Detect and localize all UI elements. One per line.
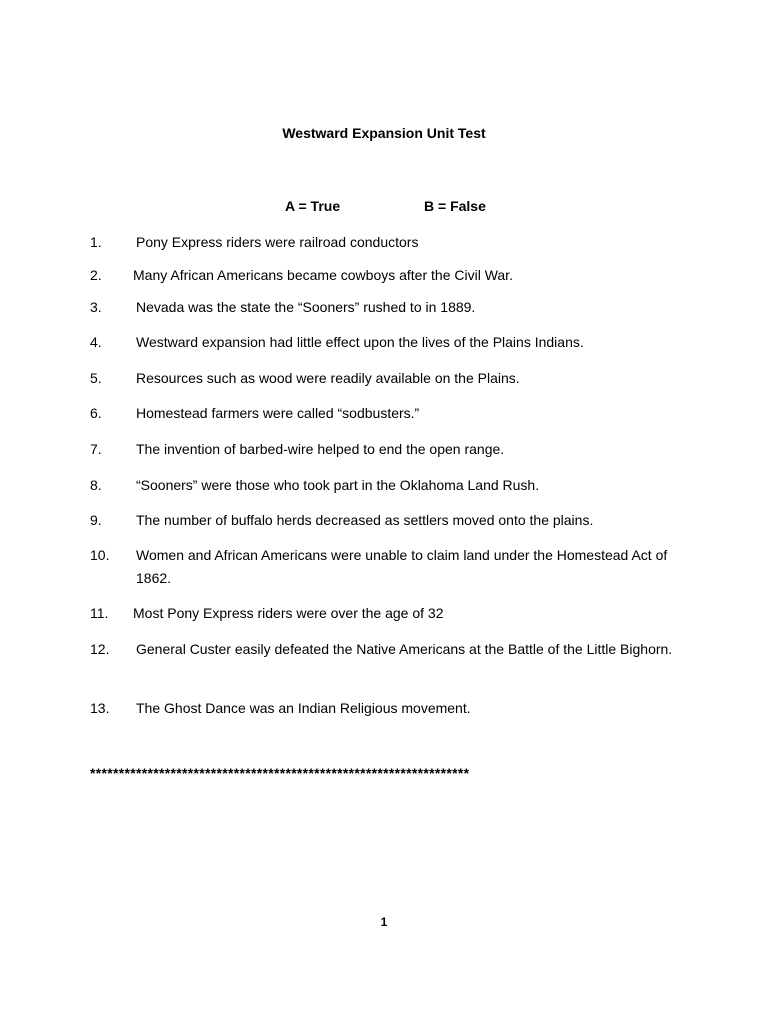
question-text: Resources such as wood were readily available on the Plains. bbox=[136, 370, 520, 386]
question-text: Nevada was the state the “Sooners” rushed to in 1889. bbox=[136, 299, 476, 315]
question-text: Women and African Americans were unable to claim land under the Homestead Act of 1862. bbox=[136, 547, 668, 586]
question-number: 11. bbox=[90, 605, 109, 621]
question-text: Most Pony Express riders were over the age of 32 bbox=[133, 605, 444, 621]
question-text: The Ghost Dance was an Indian Religious movement. bbox=[136, 700, 471, 716]
question-item bbox=[90, 296, 690, 319]
question-item bbox=[90, 509, 690, 532]
question-item bbox=[90, 231, 690, 254]
question-number: 10. bbox=[90, 547, 110, 563]
page-number: 1 bbox=[380, 915, 388, 929]
question-text: Homestead farmers were called “sodbusters.” bbox=[136, 405, 420, 421]
question-item bbox=[90, 544, 690, 590]
question-number: 9. bbox=[90, 512, 102, 528]
section-separator: ****************************************************************** bbox=[90, 765, 470, 781]
question-text: The number of buffalo herds decreased as settlers moved onto the plains. bbox=[136, 512, 594, 528]
question-item bbox=[90, 697, 690, 720]
question-text: Westward expansion had little effect upon the lives of the Plains Indians. bbox=[136, 334, 584, 350]
question-item bbox=[90, 402, 690, 425]
question-number: 8. bbox=[90, 477, 102, 493]
question-item bbox=[90, 438, 690, 461]
question-item bbox=[90, 638, 690, 661]
document-title: Westward Expansion Unit Test bbox=[282, 125, 486, 141]
question-number: 6. bbox=[90, 405, 102, 421]
question-item bbox=[90, 474, 690, 497]
question-text: General Custer easily defeated the Native Americans at the Battle of the Little Bighorn. bbox=[136, 641, 673, 657]
question-number: 12. bbox=[90, 641, 110, 657]
question-number: 1. bbox=[90, 234, 102, 250]
question-text: The invention of barbed-wire helped to end the open range. bbox=[136, 441, 505, 457]
question-number: 5. bbox=[90, 370, 102, 386]
legend-true: A = True bbox=[285, 198, 341, 214]
question-item bbox=[90, 602, 690, 625]
question-text: Many African Americans became cowboys after the Civil War. bbox=[133, 267, 513, 283]
question-item bbox=[90, 264, 690, 287]
question-item bbox=[90, 367, 690, 390]
question-text: Pony Express riders were railroad conductors bbox=[136, 234, 419, 250]
question-number: 2. bbox=[90, 267, 102, 283]
question-text: “Sooners” were those who took part in the Oklahoma Land Rush. bbox=[136, 477, 540, 493]
question-item bbox=[90, 331, 690, 354]
question-number: 4. bbox=[90, 334, 102, 350]
question-number: 3. bbox=[90, 299, 102, 315]
question-number: 13. bbox=[90, 700, 110, 716]
legend-false: B = False bbox=[424, 198, 486, 214]
question-number: 7. bbox=[90, 441, 102, 457]
